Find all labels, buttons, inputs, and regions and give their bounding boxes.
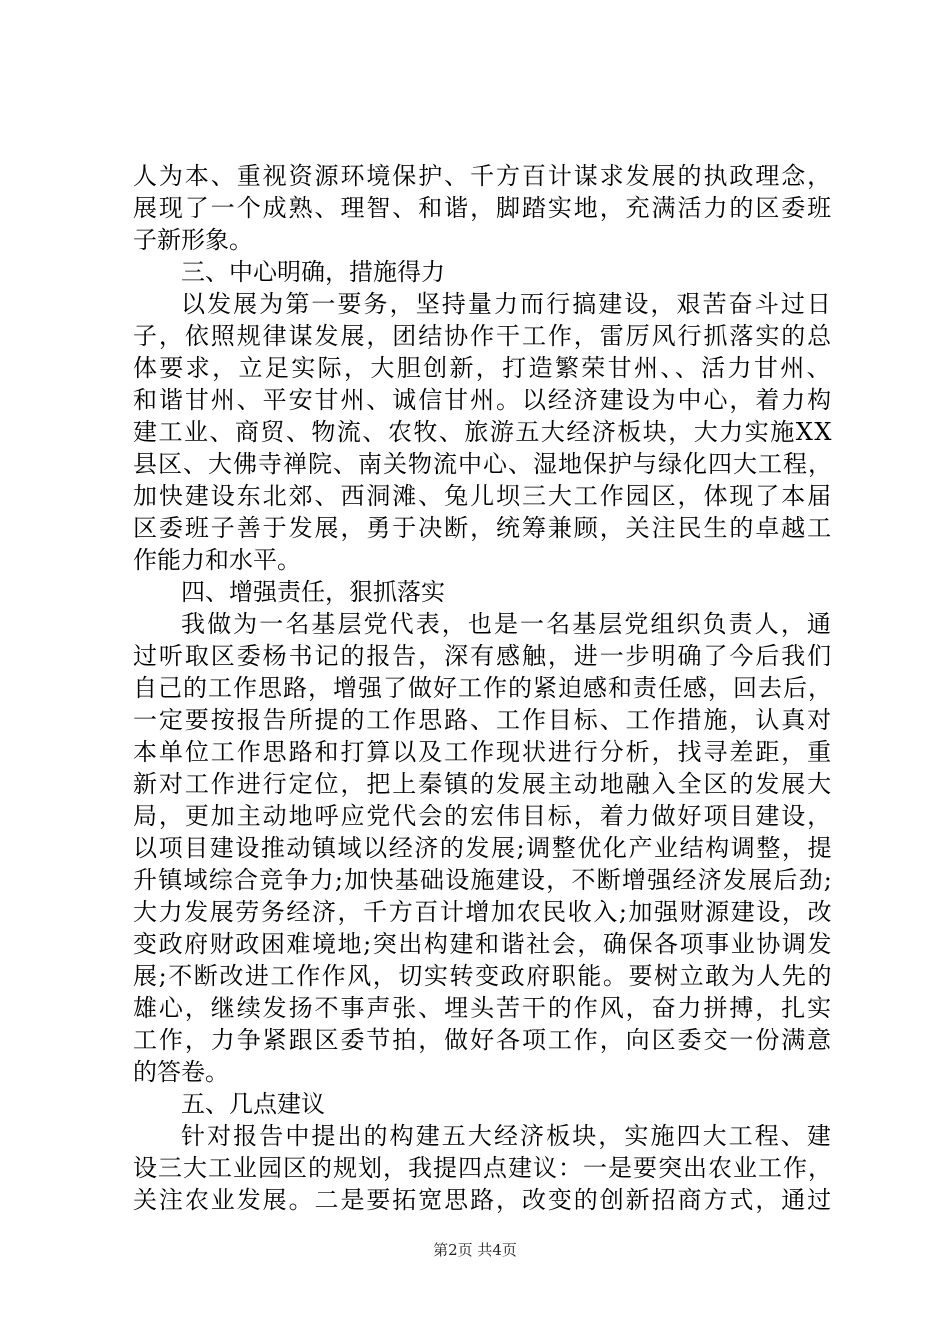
text-line: 新对工作进行定位，把上秦镇的发展主动地融入全区的发展大 [133,770,833,798]
text-line: 升镇域综合竞争力;加快基础设施建设，不断增强经济发展后劲; [133,866,833,894]
text-line: 展现了一个成熟、理智、和谐，脚踏实地，充满活力的区委班 [133,194,833,222]
body-text [133,160,833,1216]
text-line: 自己的工作思路，增强了做好工作的紧迫感和责任感，回去后， [133,674,833,702]
text-line: 的答卷。 [133,1058,229,1086]
text-line: 局，更加主动地呼应党代会的宏伟目标，着力做好项目建设， [133,802,833,830]
text-line: 展;不断改进工作作风，切实转变政府职能。要树立敢为人先的 [133,962,833,990]
text-line: 子新形象。 [133,226,253,254]
text-line: 关注农业发展。二是要拓宽思路，改变的创新招商方式，通过 [133,1186,833,1214]
text-line: 作能力和水平。 [133,546,301,574]
text-line: 区委班子善于发展，勇于决断，统筹兼顾，关注民生的卓越工 [133,514,833,542]
text-line: 以项目建设推动镇域以经济的发展;调整优化产业结构调整，提 [133,834,833,862]
text-line: 一定要按报告所提的工作思路、工作目标、工作措施，认真对 [133,706,833,734]
text-line: 加快建设东北郊、西洞滩、兔儿坝三大工作园区，体现了本届 [133,482,833,510]
text-line: 五、几点建议 [181,1090,325,1118]
text-line: 三、中心明确，措施得力 [181,258,445,286]
text-line: 工作，力争紧跟区委节拍，做好各项工作，向区委交一份满意 [133,1026,833,1054]
page-footer: 第2页 共4页 [433,1241,517,1259]
text-line: 过听取区委杨书记的报告，深有感触，进一步明确了今后我们 [133,642,833,670]
text-line: 我做为一名基层党代表，也是一名基层党组织负责人，通 [181,610,833,638]
text-line: 县区、大佛寺禅院、南关物流中心、湿地保护与绿化四大工程， [133,450,833,478]
text-line: 子，依照规律谋发展，团结协作干工作，雷厉风行抓落实的总 [133,322,833,350]
text-line: 雄心，继续发扬不事声张、埋头苦干的作风，奋力拼搏，扎实 [133,994,833,1022]
text-line: 人为本、重视资源环境保护、千方百计谋求发展的执政理念， [133,162,833,190]
text-line: 以发展为第一要务，坚持量力而行搞建设，艰苦奋斗过日 [181,290,833,318]
text-line: 大力发展劳务经济，千方百计增加农民收入;加强财源建设，改 [133,898,833,926]
text-line: 体要求，立足实际，大胆创新，打造繁荣甘州、、活力甘州、 [133,354,833,382]
text-line: 针对报告中提出的构建五大经济板块，实施四大工程、建 [181,1122,833,1150]
text-line: 建工业、商贸、物流、农牧、旅游五大经济板块，大力实施XX [133,418,833,446]
text-line: 四、增强责任，狠抓落实 [181,578,445,606]
text-line: 变政府财政困难境地;突出构建和谐社会，确保各项事业协调发 [133,930,833,958]
text-line: 本单位工作思路和打算以及工作现状进行分析，找寻差距，重 [133,738,833,766]
text-line: 设三大工业园区的规划，我提四点建议：一是要突出农业工作， [133,1154,833,1182]
text-line: 和谐甘州、平安甘州、诚信甘州。以经济建设为中心，着力构 [133,386,833,414]
